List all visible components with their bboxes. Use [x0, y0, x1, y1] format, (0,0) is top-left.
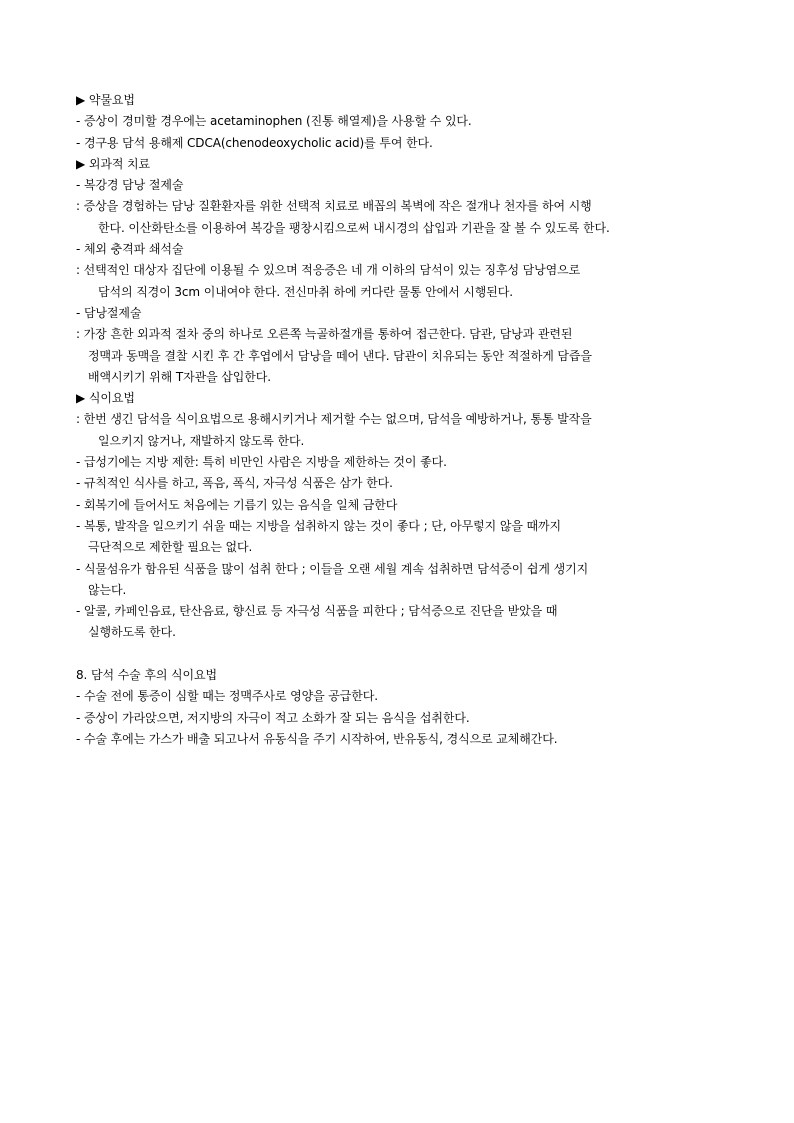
section-heading-drug-therapy: ▶ 약물요법	[76, 93, 135, 107]
description-line: 정맥과 동맥을 결찰 시킨 후 간 후엽에서 담낭을 떼어 낸다. 담관이 치유되는 동안 적절하게 담즙을	[88, 348, 592, 363]
section-heading-post-surgery-diet: 8. 담석 수술 후의 식이요법	[76, 668, 218, 683]
document-body	[76, 90, 724, 750]
description-line: : 선택적인 대상자 집단에 이용될 수 있으며 적응증은 네 개 이하의 담석이 있는 징후성 담낭염으로	[76, 263, 581, 278]
description-line: 담석의 직경이 3cm 이내여야 한다. 전신마취 하에 커다란 물통 안에서 시행된다.	[98, 284, 513, 299]
description-line: : 한번 생긴 담석을 식이요법으로 용해시키거나 제거할 수는 없으며, 담석을 예방하거나, 통통 발작을	[76, 412, 592, 427]
list-item: - 경구용 담석 용해제 CDCA(chenodeoxycholic acid)를 투여 한다.	[76, 135, 433, 150]
description-line: : 가장 흔한 외과적 절차 중의 하나로 오른쪽 늑골하절개를 통하여 접근한다. 담관, 담낭과 관련된	[76, 327, 573, 342]
blank-line	[76, 644, 724, 665]
list-item: - 수술 전에 통증이 심할 때는 정맥주사로 영양을 공급한다.	[76, 689, 378, 704]
list-item: - 회복기에 들어서도 처음에는 기름기 있는 음식을 일체 금한다	[76, 497, 398, 512]
list-item: - 수술 후에는 가스가 배출 되고나서 유동식을 주기 시작하여, 반유동식, 경식으로 교체해간다.	[76, 731, 558, 746]
section-heading-diet-therapy: ▶ 식이요법	[76, 391, 135, 406]
list-item: - 식물섬유가 함유된 식품을 많이 섭취 한다 ; 이들을 오랜 세월 계속 섭취하면 담석증이 쉽게 생기지	[76, 561, 589, 576]
list-item: - 복통, 발작을 일으키기 쉬울 때는 지방을 섭취하지 않는 것이 좋다 ; 단, 아무렇지 않을 때까지	[76, 518, 562, 533]
list-item: - 증상이 가라앉으면, 저지방의 자극이 적고 소화가 잘 되는 음식을 섭취한다.	[76, 710, 470, 725]
section-heading-surgical-treatment: ▶ 외과적 치료	[76, 156, 151, 171]
description-line: 실행하도록 한다.	[88, 625, 176, 640]
description-line: 극단적으로 제한할 필요는 없다.	[88, 540, 253, 555]
description-line: 않는다.	[88, 582, 127, 597]
description-line: 한다. 이산화탄소를 이용하여 복강을 팽창시킴으로써 내시경의 삽입과 기관을 잘 볼 수 있도록 한다.	[98, 220, 610, 235]
list-item: - 규칙적인 식사를 하고, 폭음, 폭식, 자극성 식품은 삼가 한다.	[76, 476, 393, 491]
list-item: - 담낭절제술	[76, 305, 142, 320]
description-line: 배액시키기 위해 T자관을 삽입한다.	[88, 369, 271, 384]
list-item: - 복강경 담낭 절제술	[76, 178, 184, 193]
description-line: 일으키지 않거나, 재발하지 않도록 한다.	[98, 433, 305, 448]
description-line: : 증상을 경험하는 담낭 질환환자를 위한 선택적 치료로 배꼽의 복벽에 작은 절개나 천자를 하여 시행	[76, 199, 592, 214]
list-item: - 알콜, 카페인음료, 탄산음료, 향신료 등 자극성 식품을 피한다 ; 담석증으로 진단을 받았을 때	[76, 604, 558, 619]
list-item: - 급성기에는 지방 제한: 특히 비만인 사람은 지방을 제한하는 것이 좋다.	[76, 455, 447, 470]
list-item: - 증상이 경미할 경우에는 acetaminophen (진통 해열제)을 사용할 수 있다.	[76, 114, 472, 129]
list-item: - 체외 충격파 쇄석술	[76, 242, 184, 257]
